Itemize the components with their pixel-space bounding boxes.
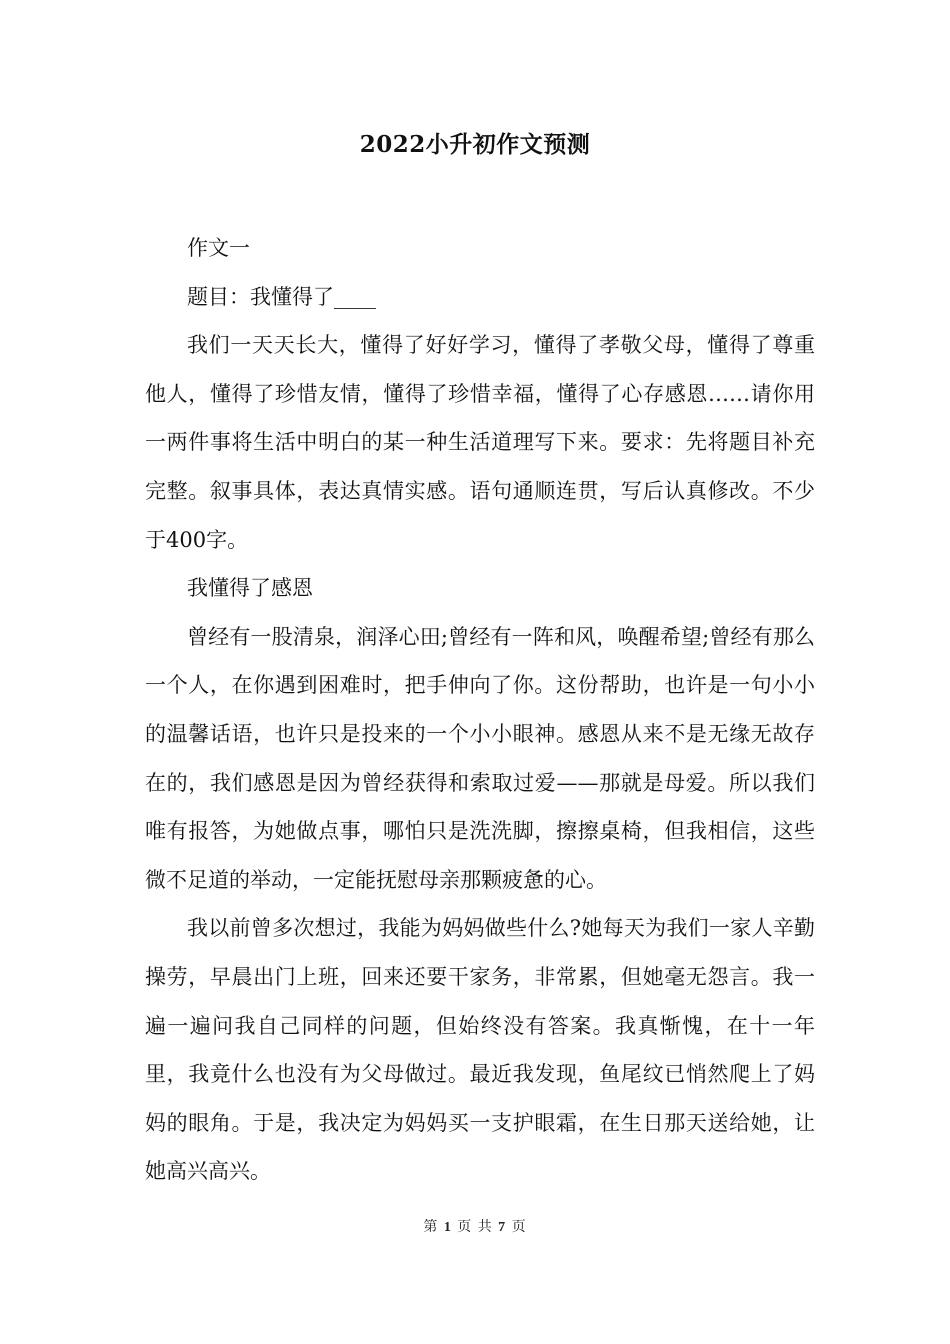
- footer-current-page: 1: [443, 1220, 452, 1235]
- document-body: [145, 224, 815, 1196]
- footer-prefix: 第: [423, 1219, 439, 1235]
- paragraph-essay-label: 作文一: [187, 236, 250, 260]
- paragraph-body-1: 曾经有一股清泉，润泽心田;曾经有一阵和风，唤醒希望;曾经有那么一个人，在你遇到困难时，把手伸向了你。这份帮助，也许是一句小小的温馨话语，也许只是投来的一个小小眼神。感恩从来不是无缘无故存在的，我们感恩是因为曾经获得和索取过爱——那就是母爱。所以我们唯有报答，为她做点事，哪怕只是洗洗脚，擦擦桌椅，但我相信，这些微不足道的举动，一定能抚慰母亲那颗疲惫的心。: [145, 624, 815, 892]
- paragraph-essay-title: 我懂得了感恩: [187, 576, 313, 601]
- paragraph-body-2: 我以前曾多次想过，我能为妈妈做些什么?她每天为我们一家人辛勤操劳，早晨出门上班，回来还要干家务，非常累，但她毫无怨言。我一遍一遍问我自己同样的问题，但始终没有答案。我真惭愧，在十一年里，我竟什么也没有为父母做过。最近我发现，鱼尾纹已悄然爬上了妈妈的眼角。于是，我决定为妈妈买一支护眼霜，在生日那天送给她，让她高兴高兴。: [145, 916, 815, 1184]
- page-footer: [0, 1216, 950, 1236]
- paragraph-instructions: 我们一天天长大，懂得了好好学习，懂得了孝敬父母，懂得了尊重他人，懂得了珍惜友情，懂得了珍惜幸福，懂得了心存感恩……请你用一两件事将生活中明白的某一种生活道理写下来。要求：先将题目补充完整。叙事具体，表达真情实感。语句通顺连贯，写后认真修改。不少于400字。: [145, 333, 815, 552]
- document-title: 2022小升初作文预测: [359, 131, 591, 158]
- footer-total-pages: 7: [498, 1220, 507, 1235]
- footer-suffix: 页: [511, 1219, 527, 1235]
- footer-middle: 页 共: [457, 1219, 493, 1235]
- paragraph-topic: 题目：我懂得了____: [187, 284, 376, 309]
